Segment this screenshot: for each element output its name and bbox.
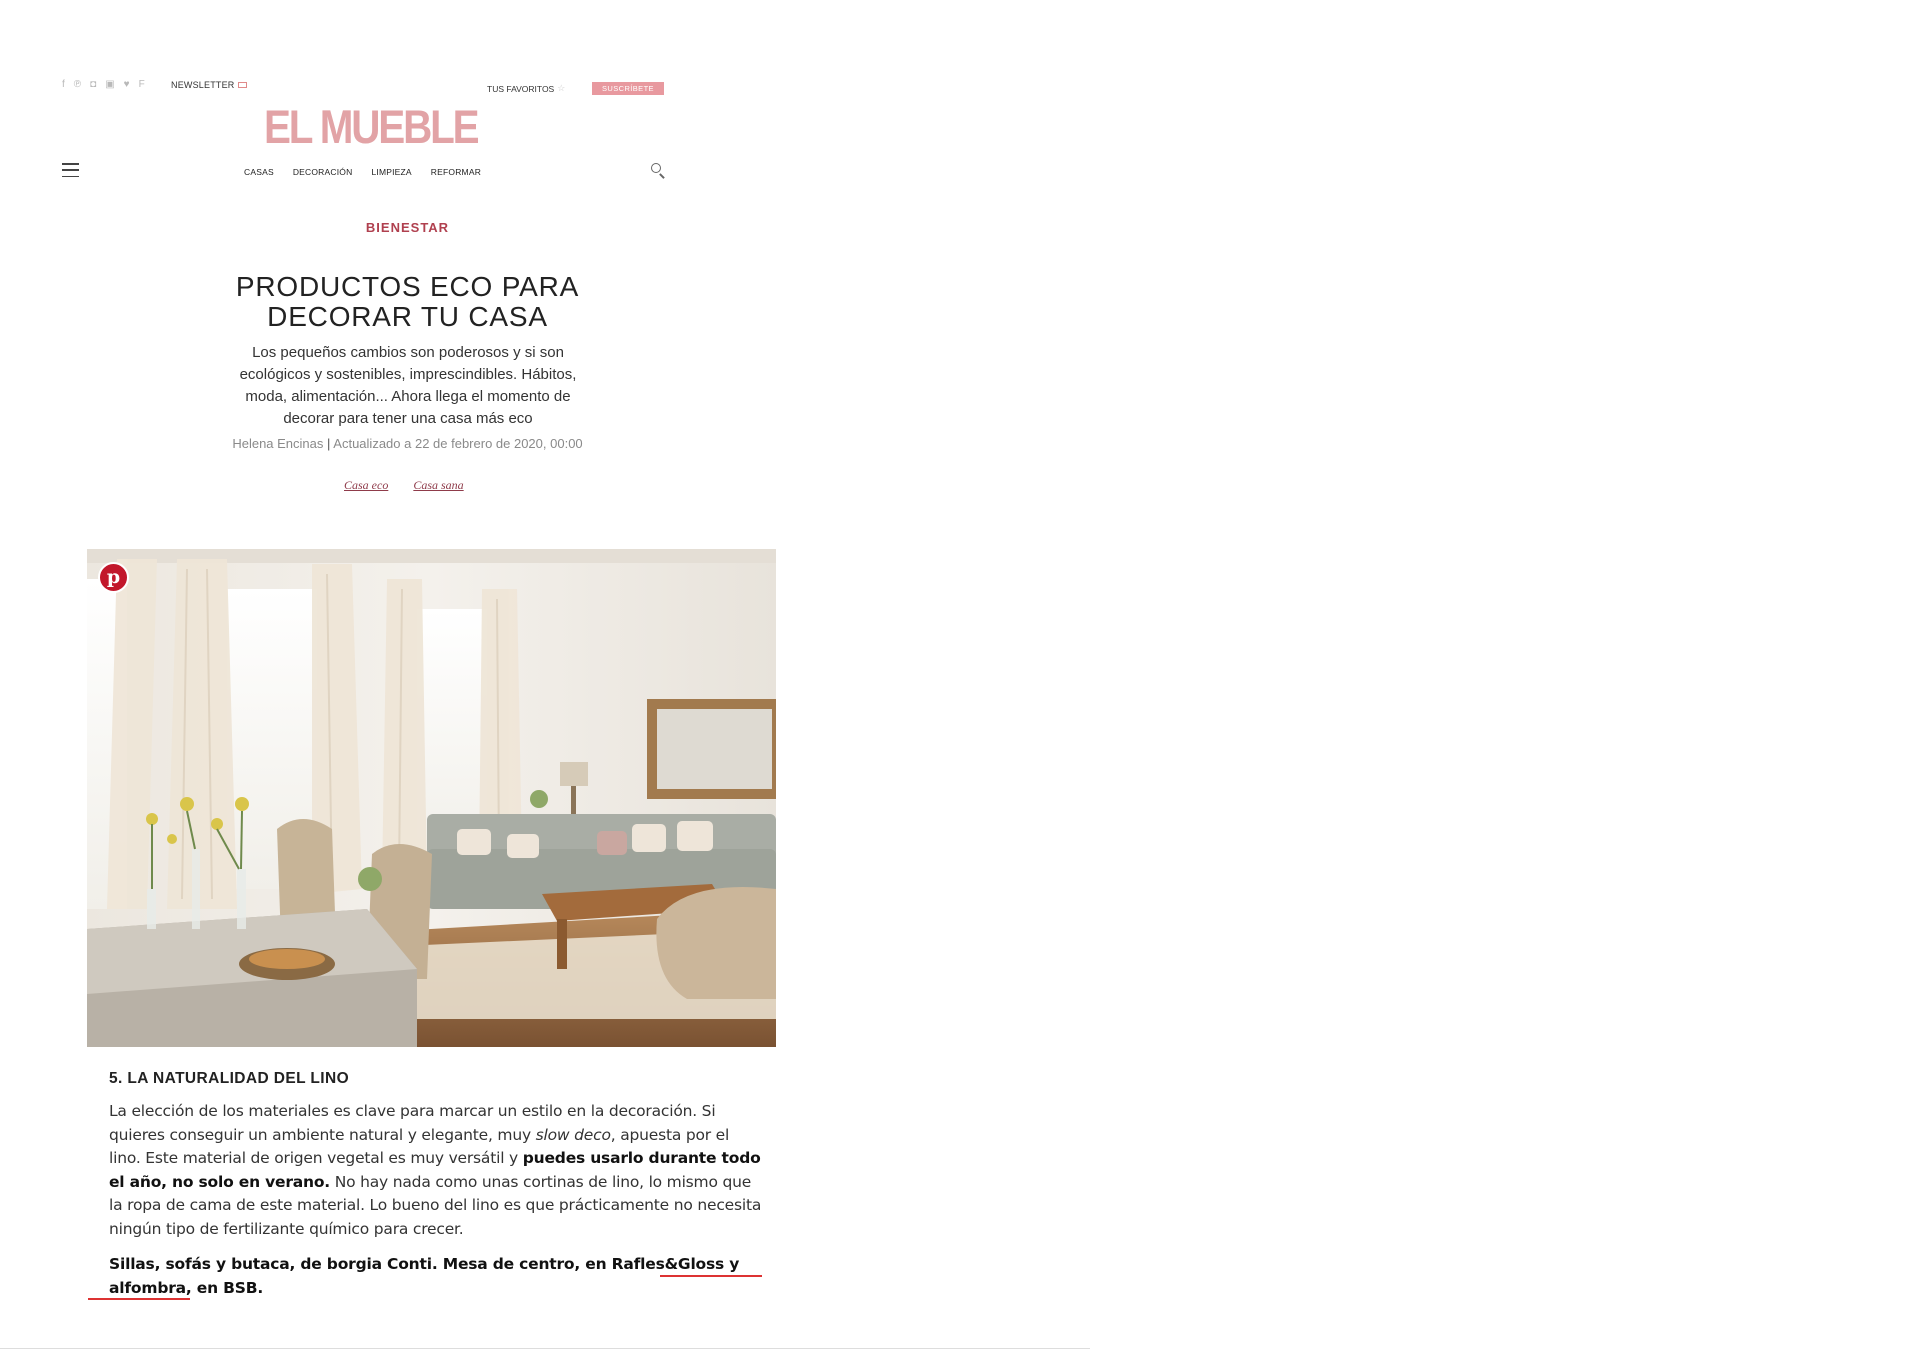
instagram-icon[interactable]: ◘ [90,79,97,90]
body-paragraph [109,1100,764,1241]
paragraph-text: No hay nada como unas cortinas de lino, lo mismo que la ropa de cama de este material. Lo bueno del lino es que prácticamente no necesita ningún tipo de fertilizante químico para crecer. [109,1172,762,1238]
youtube-icon[interactable]: ▣ [105,79,115,90]
byline-separator: | [327,436,334,451]
facebook-icon[interactable]: f [62,79,65,90]
living-room-illustration [87,549,776,1047]
newsletter-link[interactable] [171,80,247,90]
paragraph-text: La elección de los materiales es clave para marcar un estilo en la decoración. Si quieres conseguir un ambiente natural y elegante, muy [109,1102,716,1144]
annotation-underline [660,1275,762,1277]
byline [0,436,815,451]
photo-credits: Sillas, sofás y butaca, de borgia Conti. Mesa de centro, en Rafles&Gloss y alfombra, en BSB. [109,1255,740,1297]
article-lede: Los pequeños cambios son poderosos y si son ecológicos y sostenibles, imprescindibles. Hábitos, moda, alimentación... Ahora llega el momento de decorar para tener una casa más eco [239,344,577,427]
author-name[interactable]: Helena Encinas [232,436,324,451]
pinterest-save-button[interactable]: p [98,562,129,593]
mail-icon [238,82,247,88]
nav-item-reformar[interactable]: REFORMAR [430,167,482,177]
updated-date: Actualizado a 22 de febrero de 2020, 00:00 [333,436,583,451]
newsletter-label: NEWSLETTER [171,80,235,90]
tag-casa-sana[interactable]: Casa sana [413,478,464,492]
annotation-underline [88,1298,190,1300]
section-label[interactable]: BIENESTAR [365,220,450,235]
twitter-icon[interactable]: ♥ [123,79,130,90]
search-icon[interactable] [651,163,666,178]
tag-casa-eco[interactable]: Casa eco [344,478,389,492]
favorites-label: TUS FAVORITOS [487,83,555,94]
menu-icon[interactable] [62,163,79,177]
nav-item-limpieza[interactable]: LIMPIEZA [371,167,412,177]
paragraph-emphasis: slow deco [535,1125,611,1144]
nav-item-decoracion[interactable]: DECORACIÓN [292,167,353,177]
flipboard-icon[interactable]: F [138,79,145,90]
paragraph-text: , apuesta por el lino. Este material de origen vegetal es muy versátil y [109,1125,730,1167]
star-icon: ☆ [557,83,566,93]
favorites-link[interactable] [487,83,565,94]
nav-item-casas[interactable]: CASAS [244,167,274,177]
site-logo[interactable]: EL MUEBLE [264,100,478,153]
article-title: PRODUCTOS ECO PARA DECORAR TU CASA [235,271,580,332]
subscribe-button[interactable]: SUSCRÍBETE [592,82,664,95]
social-links [62,80,145,90]
subsection-heading: 5. LA NATURALIDAD DEL LINO [109,1070,350,1087]
main-nav [244,167,481,177]
pinterest-icon[interactable]: ℗ [73,79,82,90]
hero-image [87,549,776,1047]
tag-list [344,478,464,493]
paragraph-strong: puedes usarlo durante todo el año, no solo en verano. [109,1149,761,1191]
